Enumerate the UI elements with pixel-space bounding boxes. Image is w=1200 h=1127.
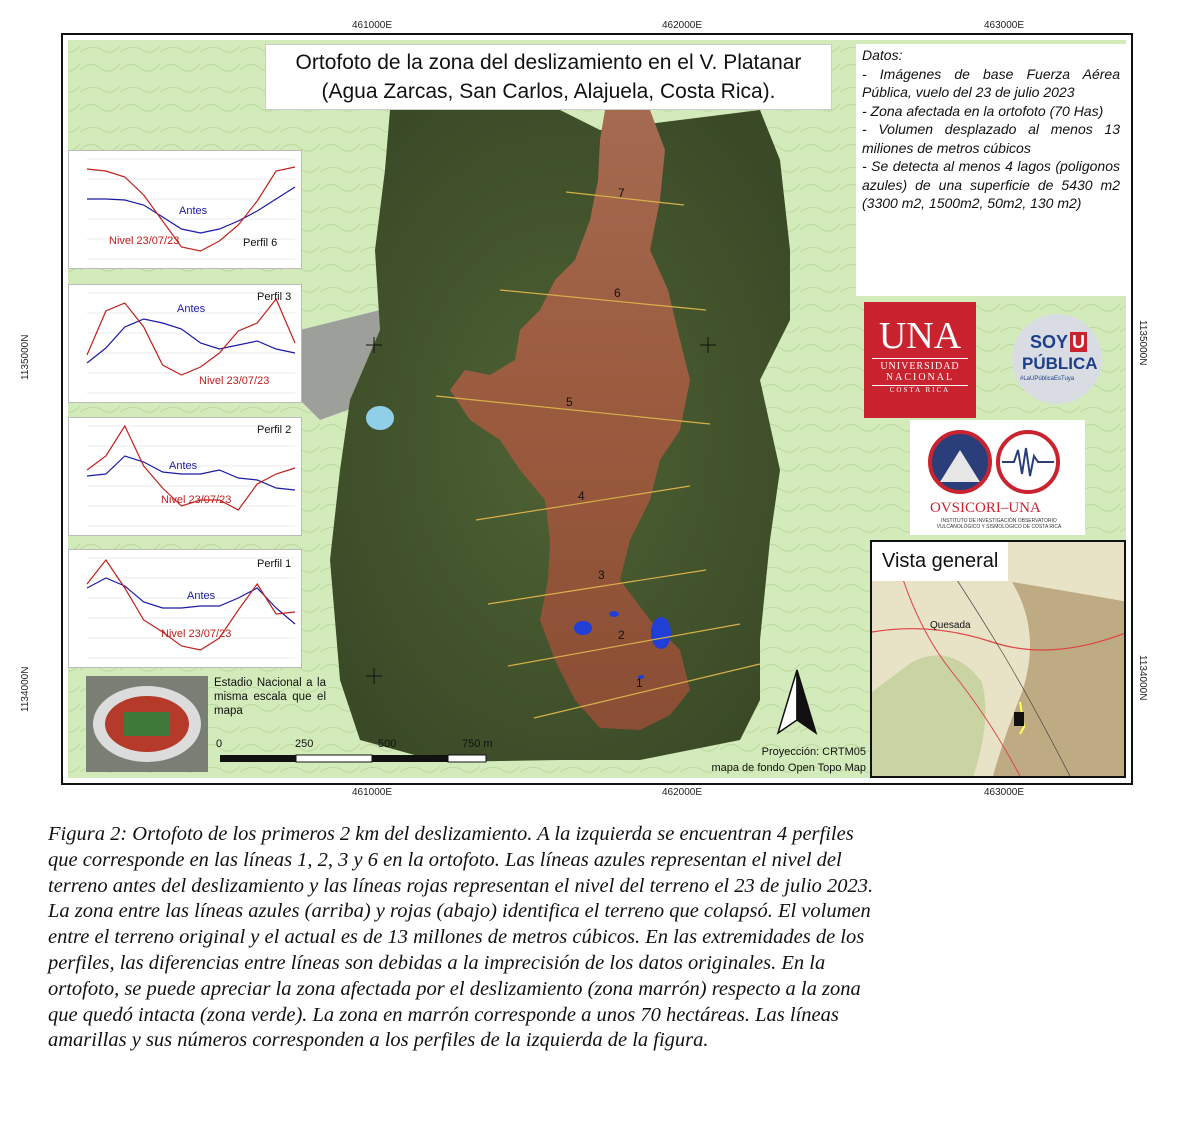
una-logo <box>864 302 976 418</box>
una-logo-line3: NACIONAL <box>885 372 955 383</box>
lake-polygon-3 <box>609 611 619 617</box>
profile-line-number: 3 <box>598 568 605 582</box>
caption-line-3: terreno antes del deslizamiento y las líneas rojas representan el nivel del terreno el 23 de julio 2023. <box>48 874 874 897</box>
stadium-photo <box>86 676 208 772</box>
coord-top-3: 463000E <box>984 20 1025 31</box>
profile-1-nivel-label: Nivel 23/07/23 <box>161 628 232 640</box>
coord-right-2: 1134000N <box>1137 655 1148 701</box>
caption-line-1: Figura 2: Ortofoto de los primeros 2 km del deslizamiento. A la izquierda se encuentran 4 perfiles <box>48 823 854 845</box>
datos-item-3: - Volumen desplazado al menos 13 miliones de metros cúbicos <box>862 121 1120 156</box>
projection-line2: mapa de fondo Open Topo Map <box>711 762 866 774</box>
vista-general-inset <box>870 540 1126 778</box>
vista-title: Vista general <box>872 542 1008 581</box>
lake-left <box>366 406 394 430</box>
profile-line-number: 7 <box>618 186 625 200</box>
una-logo-line2: UNIVERSIDAD <box>872 358 968 372</box>
soy-text: SOY <box>1030 332 1069 352</box>
scale-bar <box>220 755 486 762</box>
una-logo-line4: COSTA RICA <box>872 385 968 394</box>
map-title-line1: Ortofoto de la zona del deslizamiento en el V. Platanar <box>295 51 802 74</box>
coord-left-1: 1135000N <box>20 334 31 380</box>
caption-line-4: La zona entre las líneas azules (arriba) y rojas (abajo) identifica el terreno que colapsó. El volumen <box>48 900 871 923</box>
lake-polygon-1 <box>574 621 592 635</box>
profile-2-title: Perfil 2 <box>257 424 292 436</box>
figure-caption <box>48 822 1166 1054</box>
antes-series-line <box>87 319 295 363</box>
datos-panel <box>856 44 1126 296</box>
profile-2-nivel-label: Nivel 23/07/23 <box>161 494 232 506</box>
coord-bottom-2: 462000E <box>662 787 703 798</box>
soy-hashtag: #LaUPúblicaEsTuya <box>1020 376 1075 382</box>
profile-1-antes-label: Antes <box>187 590 216 602</box>
publica-text: PÚBLICA <box>1022 354 1098 373</box>
profile-3-title: Perfil 3 <box>257 291 292 303</box>
coord-bottom-3: 463000E <box>984 787 1025 798</box>
coord-left-2: 1134000N <box>20 666 31 712</box>
scale-label-750: 750 m <box>462 738 493 750</box>
datos-item-4: - Se detecta al menos 4 lagos (poligonos azules) de una superficie de 5430 m2 (3300 m2, 1500m2, 50m2, 130 m2) <box>862 158 1120 211</box>
caption-line-5: entre el terreno original y el actual es de 13 millones de metros cúbicos. En las extremidades de los <box>48 926 865 949</box>
scale-label-0: 0 <box>216 738 223 750</box>
coord-top-2: 462000E <box>662 20 703 31</box>
scale-label-250: 250 <box>295 738 314 750</box>
profile-line-number: 4 <box>578 489 585 503</box>
map-title-line2: (Agua Zarcas, San Carlos, Alajuela, Costa Rica). <box>321 80 776 103</box>
lake-polygon-2 <box>651 617 671 649</box>
profile-1 <box>68 549 302 668</box>
profile-2-antes-label: Antes <box>169 460 198 472</box>
ovsicori-name: OVSICORI–UNA <box>930 500 1041 516</box>
profile-3-nivel-label: Nivel 23/07/23 <box>199 375 270 387</box>
ovsicori-subtitle: INSTITUTO DE INVESTIGACIÓN OBSERVATORIO VULCANOLÓGICO Y SISMOLÓGICO DE COSTA RICA <box>936 518 1062 530</box>
profile-6-antes-label: Antes <box>179 205 208 217</box>
estadio-caption: Estadio Nacional a la misma escala que el mapa <box>214 677 326 717</box>
caption-line-9: amarillas y sus números corresponden a los perfiles de la izquierda de la figura. <box>48 1029 709 1052</box>
coord-bottom-1: 461000E <box>352 787 393 798</box>
profile-line-number: 2 <box>618 628 625 642</box>
scale-label-500: 500 <box>378 738 397 750</box>
ovsicori-emblem-icon <box>910 420 1085 500</box>
datos-item-1: - Imágenes de base Fuerza Aérea Pública, vuelo del 23 de julio 2023 <box>862 65 1120 100</box>
coord-right-1: 1135000N <box>1137 320 1148 366</box>
profile-line-number: 5 <box>566 395 573 409</box>
map-title <box>265 44 832 110</box>
datos-item-2: - Zona afectada en la ortofoto (70 Has) <box>862 102 1104 119</box>
soy-u-text: U <box>1072 332 1086 352</box>
profile-6-nivel-label: Nivel 23/07/23 <box>109 235 180 247</box>
caption-line-8: que quedó intacta (zona verde). La zona en marrón corresponde a unos 70 hectáreas. Las líneas <box>48 1003 839 1026</box>
projection-line1: Proyección: CRTM05 <box>761 746 866 758</box>
caption-line-7: ortofoto, se puede apreciar la zona afectada por el deslizamiento (zona marrón) respecto a la zona <box>48 977 861 1000</box>
profile-line-number: 1 <box>636 676 643 690</box>
profile-3-antes-label: Antes <box>177 303 206 315</box>
profile-1-title: Perfil 1 <box>257 558 292 570</box>
caption-line-2: que corresponde en las líneas 1, 2, 3 y 6 en la ortofoto. Las líneas azules representan el nivel del <box>48 848 842 871</box>
vista-place-quesada: Quesada <box>930 620 971 631</box>
profile-3 <box>68 284 302 403</box>
coord-top-1: 461000E <box>352 20 393 31</box>
profile-2 <box>68 417 302 536</box>
soy-u-publica-logo <box>1012 314 1102 404</box>
una-logo-text: UNA <box>878 315 962 357</box>
profile-6 <box>68 150 302 269</box>
datos-heading: Datos: <box>862 47 903 63</box>
caption-line-6: perfiles, las diferencias entre líneas son debidas a la imprecisión de los datos originales. En la <box>48 951 826 974</box>
ovsicori-logo <box>910 420 1085 535</box>
profile-6-title: Perfil 6 <box>243 237 278 249</box>
profile-line-number: 6 <box>614 286 621 300</box>
